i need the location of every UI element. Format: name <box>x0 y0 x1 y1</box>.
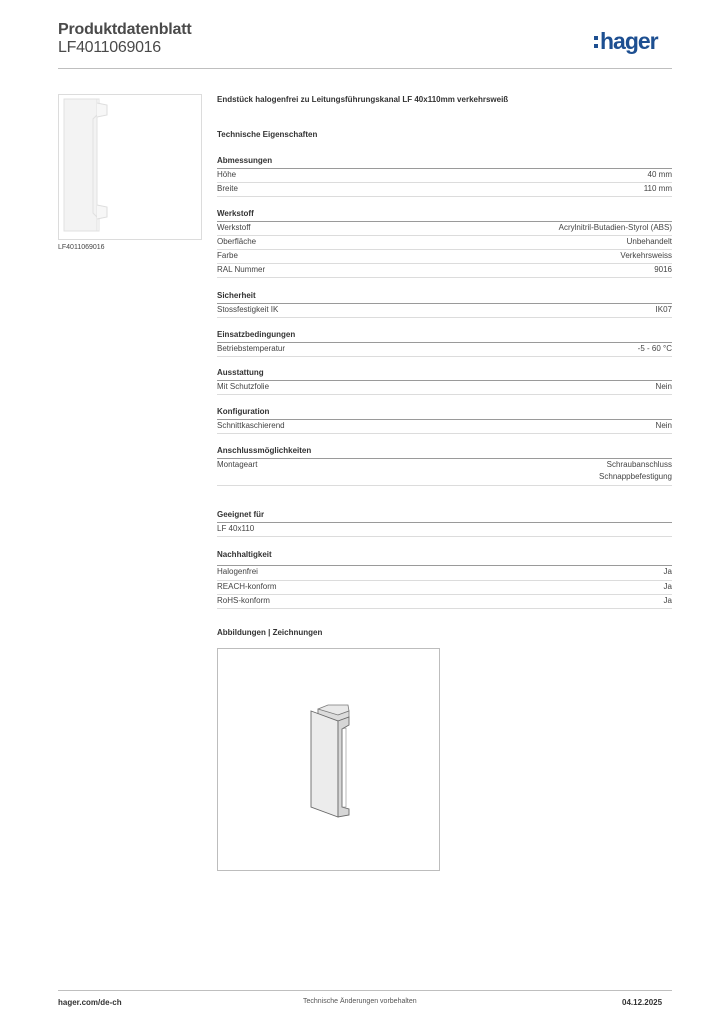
row-key: RoHS-konform <box>217 596 270 605</box>
row-value: Schraubanschluss <box>606 460 672 469</box>
row-value: Ja <box>663 582 672 591</box>
document-title: Produktdatenblatt <box>58 21 192 38</box>
table-row <box>217 343 672 357</box>
section-title-geeignet-fuer: Geeignet für <box>217 510 265 519</box>
row-value: 110 mm <box>643 184 672 193</box>
footer-website-link[interactable]: hager.com/de-ch <box>58 998 122 1007</box>
row-key: Oberfläche <box>217 237 257 246</box>
footer-notice: Technische Änderungen vorbehalten <box>303 998 417 1005</box>
table-row <box>217 169 672 183</box>
footer-date: 04.12.2025 <box>622 998 663 1007</box>
section-title-sicherheit: Sicherheit <box>217 291 256 300</box>
product-description: Endstück halogenfrei zu Leitungsführungskanal LF 40x110mm verkehrsweiß <box>217 95 509 104</box>
table-row <box>217 264 672 278</box>
section-title-ausstattung: Ausstattung <box>217 368 264 377</box>
table-row <box>217 595 672 609</box>
row-value: -5 - 60 °C <box>637 344 672 353</box>
row-key: Breite <box>217 184 238 193</box>
row-key: Montageart <box>217 460 258 469</box>
logo-dots-icon <box>594 36 598 48</box>
section-title-werkstoff: Werkstoff <box>217 209 254 218</box>
row-key: REACH-konform <box>217 582 277 591</box>
row-value: Unbehandelt <box>626 237 672 246</box>
header-divider <box>58 68 672 69</box>
table-row <box>217 566 672 581</box>
thumbnail-caption: LF4011069016 <box>58 244 105 251</box>
product-drawing-frame <box>217 648 440 871</box>
figures-heading: Abbildungen | Zeichnungen <box>217 628 323 637</box>
end-piece-thumbnail-icon <box>59 95 201 239</box>
logo-wordmark: hager <box>600 27 658 54</box>
article-number: LF4011069016 <box>58 39 161 56</box>
row-value: Nein <box>655 421 672 430</box>
end-piece-drawing-icon <box>218 649 439 870</box>
row-key: Halogenfrei <box>217 567 258 576</box>
table-row <box>217 222 672 236</box>
technical-properties-heading: Technische Eigenschaften <box>217 130 318 139</box>
section-title-konfiguration: Konfiguration <box>217 407 270 416</box>
row-value: Acrylnitril-Butadien-Styrol (ABS) <box>558 223 672 232</box>
row-key: LF 40x110 <box>217 524 255 533</box>
section-title-nachhaltigkeit: Nachhaltigkeit <box>217 550 272 559</box>
section-title-einsatzbedingungen: Einsatzbedingungen <box>217 330 296 339</box>
row-key: Höhe <box>217 170 237 179</box>
table-row <box>217 236 672 250</box>
row-value: Ja <box>663 596 672 605</box>
row-key: Mit Schutzfolie <box>217 382 270 391</box>
product-thumbnail <box>58 94 202 240</box>
table-row <box>217 420 672 434</box>
row-value: Nein <box>655 382 672 391</box>
row-key: Farbe <box>217 251 238 260</box>
row-key: Schnittkaschierend <box>217 421 285 430</box>
row-value: 9016 <box>654 265 672 274</box>
row-key: Stossfestigkeit IK <box>217 305 279 314</box>
table-row <box>217 250 672 264</box>
row-value-second: Schnappbefestigung <box>599 472 672 481</box>
section-title-anschlussmoeglichkeiten: Anschlussmöglichkeiten <box>217 446 312 455</box>
hager-logo[interactable] <box>594 26 658 56</box>
row-key: Betriebstemperatur <box>217 344 286 353</box>
section-title-abmessungen: Abmessungen <box>217 156 273 165</box>
row-key: Werkstoff <box>217 223 251 232</box>
table-row <box>217 581 672 595</box>
footer-divider <box>58 990 672 991</box>
row-value: Verkehrsweiss <box>620 251 672 260</box>
row-key: RAL Nummer <box>217 265 266 274</box>
table-row <box>217 304 672 318</box>
row-value: 40 mm <box>647 170 672 179</box>
table-row <box>217 523 672 537</box>
row-value: Ja <box>663 567 672 576</box>
table-row <box>217 381 672 395</box>
table-row <box>217 459 672 486</box>
table-row <box>217 183 672 197</box>
row-value: IK07 <box>655 305 672 314</box>
